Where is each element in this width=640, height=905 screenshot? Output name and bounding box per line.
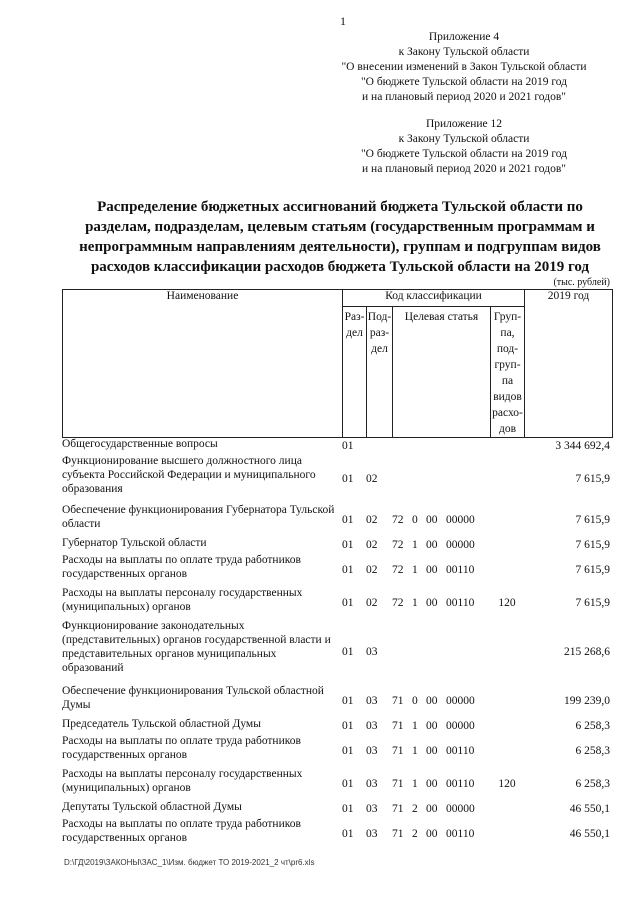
title-line: непрограммным направлениям деятельности), группам и подгруппам видов bbox=[79, 239, 601, 255]
row-code-t3: 00 bbox=[426, 802, 438, 815]
row-code-pr: 03 bbox=[366, 694, 378, 707]
row-code-t1: 71 bbox=[392, 694, 404, 707]
row-amount: 3 344 692,4 bbox=[555, 439, 610, 452]
table-row bbox=[62, 503, 612, 536]
row-name: Расходы на выплаты по оплате труда работников государственных органов bbox=[62, 735, 301, 761]
row-code-t3: 00 bbox=[426, 744, 438, 757]
row-amount: 7 615,9 bbox=[575, 563, 610, 576]
row-code-grp bbox=[490, 553, 524, 586]
row-code-t4: 00110 bbox=[446, 777, 475, 790]
row-name: Функционирование высшего должностного лица субъекта Российской Федерации и муниципального образования bbox=[62, 455, 316, 495]
row-code-t4: 00110 bbox=[446, 563, 475, 576]
row-code-pr: 03 bbox=[366, 827, 378, 840]
row-code-t2: 1 bbox=[412, 744, 418, 757]
row-code-t4: 00000 bbox=[446, 538, 475, 551]
title-line: разделам, подразделам, целевым статьям (государственным программам и bbox=[85, 219, 595, 235]
table-row bbox=[62, 817, 612, 850]
row-code-t4: 00110 bbox=[446, 744, 475, 757]
row-name: Губернатор Тульской области bbox=[62, 537, 207, 549]
row-name: Депутаты Тульской областной Думы bbox=[62, 801, 242, 813]
row-amount: 7 615,9 bbox=[575, 472, 610, 485]
row-code-t3: 00 bbox=[426, 563, 438, 576]
row-code-t2: 1 bbox=[412, 596, 418, 609]
row-code-t3 bbox=[426, 619, 446, 684]
row-code-t2: 2 bbox=[412, 802, 418, 815]
row-code-grp bbox=[490, 619, 524, 684]
row-code-rz: 01 bbox=[342, 472, 354, 485]
row-code-rz: 01 bbox=[342, 596, 354, 609]
row-name: Общегосударственные вопросы bbox=[62, 438, 218, 450]
table-row bbox=[62, 437, 612, 454]
row-code-t4: 00000 bbox=[446, 802, 475, 815]
row-code-rz: 01 bbox=[342, 538, 354, 551]
row-code-rz: 01 bbox=[342, 439, 354, 452]
row-code-rz: 01 bbox=[342, 513, 354, 526]
table-row bbox=[62, 717, 612, 734]
row-code-t3 bbox=[426, 454, 446, 503]
row-code-t4: 00110 bbox=[446, 827, 475, 840]
units-label: (тыс. рублей) bbox=[553, 277, 610, 288]
title-line: расходов классификации расходов бюджета Тульской области на 2019 год bbox=[90, 259, 590, 275]
row-code-t4: 00000 bbox=[446, 694, 475, 707]
row-code-t3: 00 bbox=[426, 719, 438, 732]
row-code-grp bbox=[490, 684, 524, 717]
row-amount: 46 550,1 bbox=[569, 802, 610, 815]
row-code-rz: 01 bbox=[342, 563, 354, 576]
row-amount: 6 258,3 bbox=[575, 744, 610, 757]
row-code-t3: 00 bbox=[426, 777, 438, 790]
row-amount: 7 615,9 bbox=[575, 538, 610, 551]
row-code-grp: 120 bbox=[498, 596, 516, 609]
header-group: Груп- па, под- груп- па видов расхо- дов bbox=[491, 307, 525, 438]
row-code-pr: 03 bbox=[366, 645, 378, 658]
row-code-t2: 1 bbox=[412, 563, 418, 576]
row-code-t1: 71 bbox=[392, 802, 404, 815]
row-code-grp bbox=[490, 817, 524, 850]
annex-line: "О внесении изменений в Закон Тульской области bbox=[341, 61, 587, 73]
table-row bbox=[62, 454, 612, 503]
row-code-pr: 02 bbox=[366, 563, 378, 576]
row-code-grp bbox=[490, 536, 524, 553]
table-row bbox=[62, 767, 612, 800]
row-code-grp: 120 bbox=[498, 777, 516, 790]
row-code-rz: 01 bbox=[342, 645, 354, 658]
row-code-rz: 01 bbox=[342, 827, 354, 840]
row-code-t4: 00000 bbox=[446, 719, 475, 732]
row-code-t3: 00 bbox=[426, 538, 438, 551]
header-razdel: Раз- дел bbox=[343, 307, 367, 438]
row-code-t4 bbox=[446, 437, 490, 454]
table-row bbox=[62, 800, 612, 817]
page-number: 1 bbox=[340, 14, 346, 28]
row-code-t4 bbox=[446, 454, 490, 503]
row-amount: 7 615,9 bbox=[575, 596, 610, 609]
annex-line: и на плановый период 2020 и 2021 годов" bbox=[362, 91, 566, 103]
row-code-pr: 02 bbox=[366, 513, 378, 526]
row-code-rz: 01 bbox=[342, 719, 354, 732]
row-code-t3: 00 bbox=[426, 694, 438, 707]
row-amount: 6 258,3 bbox=[575, 777, 610, 790]
row-code-t2: 1 bbox=[412, 777, 418, 790]
annex-line: "О бюджете Тульской области на 2019 год bbox=[360, 148, 568, 160]
row-code-rz: 01 bbox=[342, 694, 354, 707]
row-code-t1: 72 bbox=[392, 513, 404, 526]
table-row bbox=[62, 536, 612, 553]
row-code-t1: 72 bbox=[392, 563, 404, 576]
table-header bbox=[62, 289, 613, 438]
row-code-t2: 2 bbox=[412, 827, 418, 840]
annex-line: к Закону Тульской области bbox=[398, 133, 530, 145]
row-code-t1: 71 bbox=[392, 777, 404, 790]
row-code-t3: 00 bbox=[426, 596, 438, 609]
row-name: Расходы на выплаты по оплате труда работников государственных органов bbox=[62, 554, 301, 580]
row-code-grp bbox=[490, 503, 524, 536]
header-year: 2019 год bbox=[525, 290, 613, 438]
table-row bbox=[62, 734, 612, 767]
row-code-grp bbox=[490, 717, 524, 734]
row-code-t1: 71 bbox=[392, 744, 404, 757]
row-code-t4 bbox=[446, 619, 490, 684]
file-path-footer: D:\ГД\2019\ЗАКОНЫ\ЗАС_1\Изм. бюджет ТО 2019-2021_2 чт\pr6.xls bbox=[64, 858, 315, 867]
table-row bbox=[62, 586, 612, 619]
row-name: Председатель Тульской областной Думы bbox=[62, 718, 261, 730]
row-code-pr: 03 bbox=[366, 777, 378, 790]
row-name: Обеспечение функционирования Губернатора Тульской области bbox=[62, 504, 335, 530]
title-line: Распределение бюджетных ассигнований бюджета Тульской области по bbox=[97, 199, 583, 215]
row-code-t2 bbox=[412, 619, 426, 684]
annex-line: Приложение 12 bbox=[425, 118, 503, 130]
row-code-grp bbox=[490, 734, 524, 767]
row-code-t4: 00000 bbox=[446, 513, 475, 526]
document-title bbox=[60, 197, 620, 277]
header-target: Целевая статья bbox=[393, 307, 491, 438]
row-code-t1 bbox=[392, 454, 412, 503]
annex-line: "О бюджете Тульской области на 2019 год bbox=[360, 76, 568, 88]
row-name: Расходы на выплаты по оплате труда работников государственных органов bbox=[62, 818, 301, 844]
table-row bbox=[62, 553, 612, 586]
row-code-t1: 72 bbox=[392, 538, 404, 551]
row-code-t4: 00110 bbox=[446, 596, 475, 609]
header-podrazdel: Под- раз- дел bbox=[367, 307, 393, 438]
header-code: Код классификации bbox=[343, 290, 525, 307]
annex-line: к Закону Тульской области bbox=[398, 46, 530, 58]
row-code-t1 bbox=[392, 619, 412, 684]
row-code-t3 bbox=[426, 437, 446, 454]
row-code-pr: 02 bbox=[366, 472, 378, 485]
row-code-t2: 1 bbox=[412, 538, 418, 551]
row-code-t3: 00 bbox=[426, 513, 438, 526]
row-code-rz: 01 bbox=[342, 777, 354, 790]
row-amount: 215 268,6 bbox=[564, 645, 610, 658]
row-code-t2: 0 bbox=[412, 694, 418, 707]
row-amount: 6 258,3 bbox=[575, 719, 610, 732]
row-code-pr: 02 bbox=[366, 538, 378, 551]
row-code-t2: 0 bbox=[412, 513, 418, 526]
row-code-pr: 02 bbox=[366, 596, 378, 609]
row-code-rz: 01 bbox=[342, 744, 354, 757]
row-code-grp bbox=[490, 454, 524, 503]
budget-table bbox=[62, 437, 612, 850]
row-code-pr: 03 bbox=[366, 744, 378, 757]
row-code-pr: 03 bbox=[366, 802, 378, 815]
row-code-t2 bbox=[412, 454, 426, 503]
annex-line: и на плановый период 2020 и 2021 годов" bbox=[362, 163, 566, 175]
annex-12-header bbox=[324, 117, 604, 177]
row-amount: 46 550,1 bbox=[569, 827, 610, 840]
row-amount: 199 239,0 bbox=[564, 694, 610, 707]
row-code-rz: 01 bbox=[342, 802, 354, 815]
row-name: Расходы на выплаты персоналу государственных (муниципальных) органов bbox=[62, 768, 303, 794]
row-code-t2: 1 bbox=[412, 719, 418, 732]
table-row bbox=[62, 619, 612, 684]
row-amount: 7 615,9 bbox=[575, 513, 610, 526]
row-name: Расходы на выплаты персоналу государственных (муниципальных) органов bbox=[62, 587, 303, 613]
row-name: Обеспечение функционирования Тульской областной Думы bbox=[62, 685, 324, 711]
row-code-grp bbox=[490, 437, 524, 454]
row-code-grp bbox=[490, 800, 524, 817]
row-code-t1: 72 bbox=[392, 596, 404, 609]
row-code-pr bbox=[366, 437, 392, 454]
row-name: Функционирование законодательных (представительных) органов государственной власти и представительных органов муниципальных образований bbox=[62, 620, 331, 674]
row-code-pr: 03 bbox=[366, 719, 378, 732]
row-code-t3: 00 bbox=[426, 827, 438, 840]
header-name: Наименование bbox=[63, 290, 343, 438]
row-code-t1: 71 bbox=[392, 719, 404, 732]
row-code-t2 bbox=[412, 437, 426, 454]
row-code-t1 bbox=[392, 437, 412, 454]
row-code-t1: 71 bbox=[392, 827, 404, 840]
table-row bbox=[62, 684, 612, 717]
annex-4-header bbox=[324, 30, 604, 105]
annex-line: Приложение 4 bbox=[428, 31, 500, 43]
